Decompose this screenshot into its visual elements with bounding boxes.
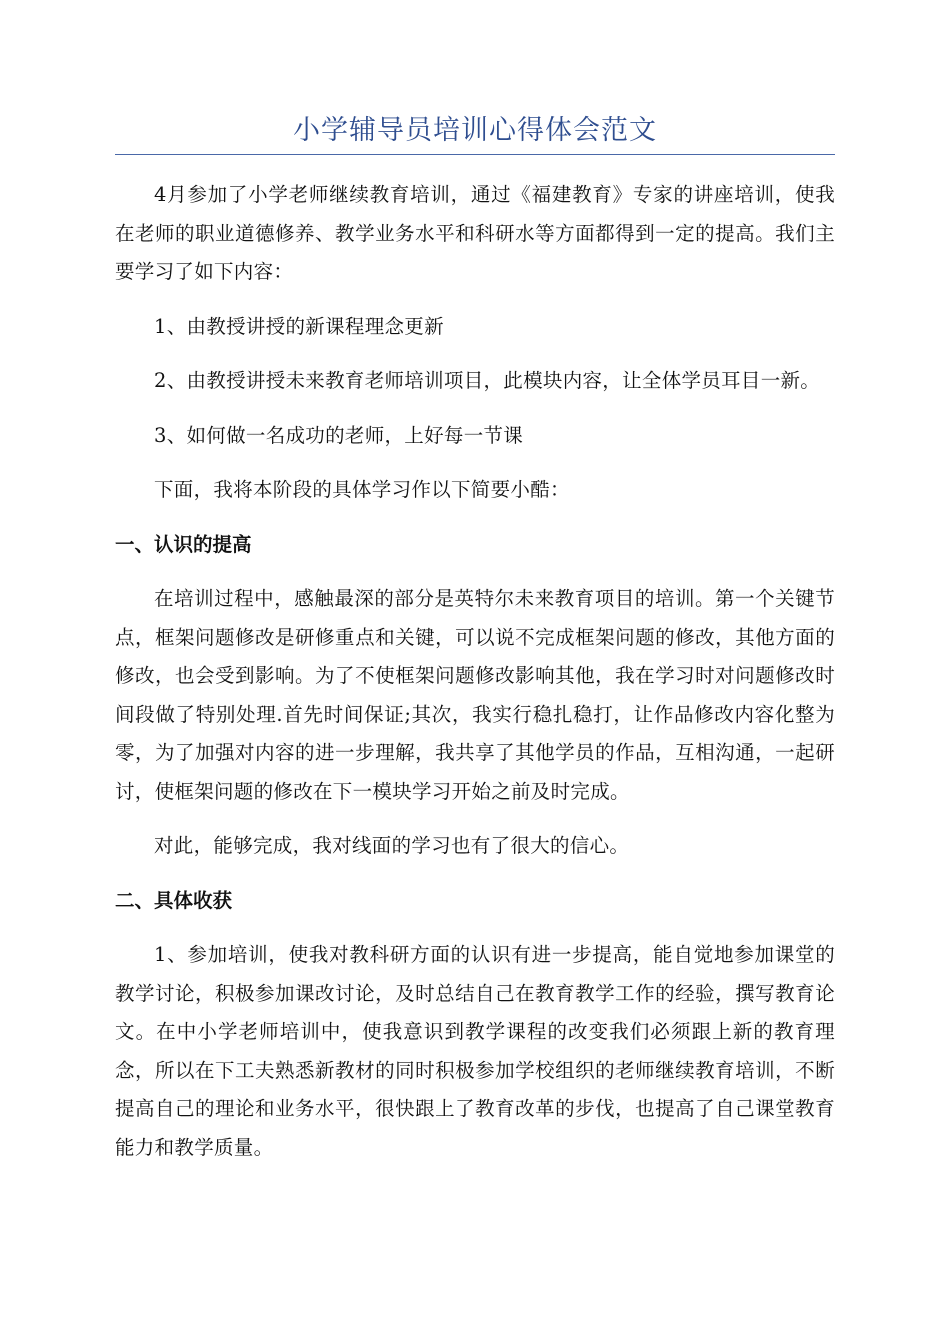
section1-paragraph-2: 对此，能够完成，我对线面的学习也有了很大的信心。 — [154, 834, 630, 857]
list-item-3: 3、如何做一名成功的老师，上好每一节课 — [154, 423, 524, 447]
section1-paragraph-1: 在培训过程中，感触最深的部分是英特尔未来教育项目的培训。第一个关键节点，框架问题修改是研修重点和关键，可以说不完成框架问题的修改，其他方面的修改，也会受到影响。为了不使框架问题修改影响其他，我在学习时对问题修改时间段做了特别处理.首先时间保证;其次，我实行稳扎稳打，让作品修改内容化整为零，为了加强对内容的进一步理解，我共享了其他学员的作品，互相沟通，一起研讨，使框架问题的修改在下一模块学习开始之前及时完成。 — [115, 587, 835, 803]
section-heading-2: 二、具体收获 — [115, 888, 233, 912]
section2-paragraph-1: 1、参加培训，使我对教科研方面的认识有进一步提高，能自觉地参加课堂的教学讨论，积极参加课改讨论，及时总结自己在教育教学工作的经验，撰写教育论文。在中小学老师培训中，使我意识到教学课程的改变我们必须跟上新的教育理念，所以在下工夫熟悉新教材的同时积极参加学校组织的老师继续教育培训，不断提高自己的理论和业务水平，很快跟上了教育改革的步伐，也提高了自己课堂教育能力和教学质量。 — [115, 943, 835, 1159]
document-body — [115, 176, 835, 1167]
title-underline — [115, 154, 835, 155]
list-item-1: 1、由教授讲授的新课程理念更新 — [154, 314, 444, 338]
section-heading-1: 一、认识的提高 — [115, 532, 252, 556]
list-item-2: 2、由教授讲授未来教育老师培训项目，此模块内容，让全体学员耳目一新。 — [154, 369, 821, 392]
intro-paragraph: 4月参加了小学老师继续教育培训，通过《福建教育》专家的讲座培训，使我在老师的职业道德修养、教学业务水平和科研水等方面都得到一定的提高。我们主要学习了如下内容： — [115, 183, 835, 283]
document-title: 小学辅导员培训心得体会范文 — [293, 115, 657, 146]
summary-intro-paragraph: 下面，我将本阶段的具体学习作以下简要小酷： — [154, 478, 570, 501]
